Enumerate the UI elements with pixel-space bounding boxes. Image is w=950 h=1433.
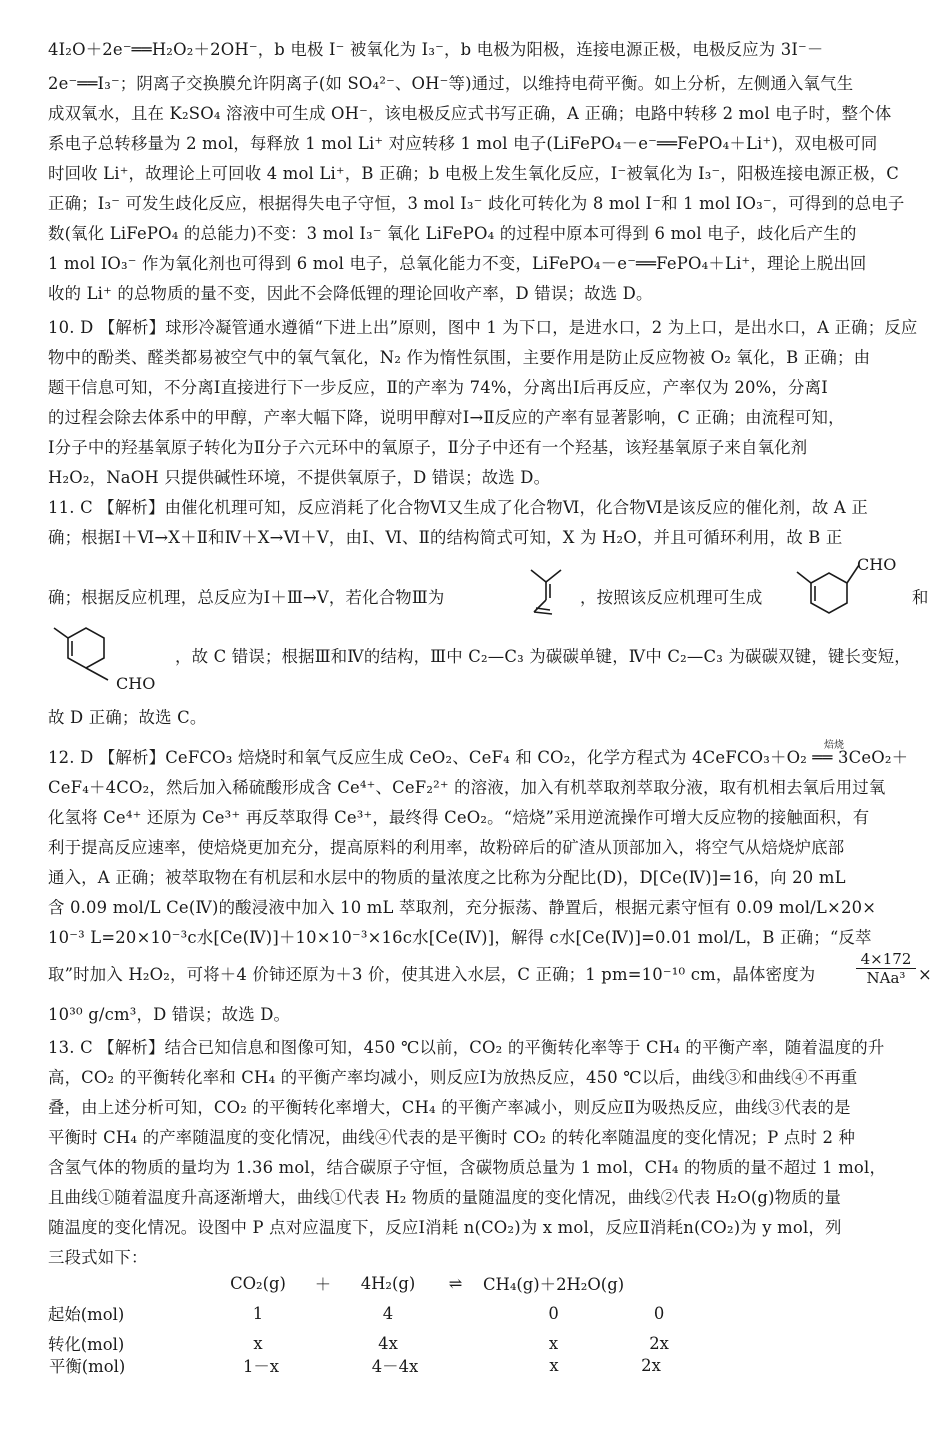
text-line: 系电子总转移量为 2 mol，每释放 1 mol Li⁺ 对应转移 1 mol 电子(LiFePO₄－e⁻══FePO₄＋Li⁺)，双电极可同 bbox=[48, 134, 878, 153]
table-cell: 起始(mol) bbox=[48, 1305, 125, 1324]
text-line: 确；根据反应机理，总反应为Ⅰ＋Ⅲ→Ⅴ，若化合物Ⅲ为 bbox=[48, 588, 445, 607]
text-line: 题干信息可知，不分离Ⅰ直接进行下一步反应，Ⅱ的产率为 74%，分离出Ⅰ后再反应，产率仅为 20%，分离Ⅰ bbox=[48, 378, 828, 397]
text-line: 化氢将 Ce⁴⁺ 还原为 Ce³⁺ 再反萃取得 Ce³⁺，最终得 CeO₂。“焙烧”采用逆流操作可增大反应物的接触面积，有 bbox=[48, 808, 870, 827]
text-line: 故 D 正确；故选 C。 bbox=[48, 708, 207, 727]
text-line: 随温度的变化情况。设图中 P 点对应温度下，反应Ⅰ消耗 n(CO₂)为 x mol，反应Ⅱ消耗n(CO₂)为 y mol，列 bbox=[48, 1218, 842, 1237]
table-cell bbox=[436, 1352, 493, 1378]
cho-label: CHO bbox=[116, 674, 156, 693]
text-line: 高，CO₂ 的平衡转化率和 CH₄ 的平衡产率均减小，则反应Ⅰ为放热反应，450 ℃以后，曲线③和曲线④不再重 bbox=[48, 1068, 858, 1087]
table-cell bbox=[624, 1268, 694, 1298]
cho-label: CHO bbox=[857, 555, 897, 574]
table-cell: ⇌ bbox=[448, 1273, 463, 1293]
text-line: 三段式如下： bbox=[48, 1248, 148, 1267]
text-line: 平衡时 CH₄ 的产率随温度的变化情况，曲线④代表的是平衡时 CO₂ 的转化率随温度的变化情况；P 点时 2 种 bbox=[48, 1128, 856, 1147]
density-fraction bbox=[856, 950, 916, 987]
table-cell: 4x bbox=[378, 1333, 398, 1353]
text-line: 通入，A 正确；被萃取物在有机层和水层中的物质的量浓度之比称为分配比(D)，D[Ce(Ⅳ)]=16，向 20 mL bbox=[48, 868, 846, 887]
table-cell: 转化(mol) bbox=[48, 1335, 125, 1354]
product-structure-2 bbox=[52, 626, 172, 701]
text-line: 和 bbox=[912, 588, 929, 607]
table-cell: x bbox=[549, 1355, 559, 1375]
text-line: CeF₄＋4CO₂，然后加入稀硫酸形成含 Ce⁴⁺、CeF₂²⁺ 的溶液，加入有机萃取剂萃取分液，取有机相去氧后用过氧 bbox=[48, 778, 886, 797]
table-cell: x bbox=[548, 1333, 559, 1353]
table-cell: ＋ bbox=[314, 1275, 332, 1294]
clipped-bottom-row bbox=[48, 1352, 748, 1376]
text-line: 正确；I₃⁻ 可发生歧化反应，根据得失电子守恒，3 mol I₃⁻ 歧化可转化为 8 mol I⁻和 1 mol IO₃⁻，可得到的总电子 bbox=[48, 194, 905, 213]
answer-10-line: 10. D 【解析】球形冷凝管通水遵循“下进上出”原则，图中 1 为下口，是进水口，2 为上口，是出水口，A 正确；反应 bbox=[48, 318, 918, 337]
fraction-denominator: NAa³ bbox=[866, 969, 906, 987]
table-cell: 4－4x bbox=[371, 1357, 419, 1376]
answer-13-line: 13. C 【解析】结合已知信息和图像可知，450 ℃以前，CO₂ 的平衡转化率等于 CH₄ 的平衡产率，随着温度的升 bbox=[48, 1038, 885, 1057]
text-line: 取”时加入 H₂O₂，可将＋4 价铈还原为＋3 价，使其进入水层，C 正确；1 pm=10⁻¹⁰ cm，晶体密度为 bbox=[48, 965, 816, 984]
roast-condition-label: 焙烧 bbox=[824, 740, 844, 751]
table-row bbox=[48, 1352, 687, 1378]
text-line: 叠，由上述分析可知，CO₂ 的平衡转化率增大，CH₄ 的平衡产率减小，则反应Ⅱ为吸热反应，曲线③代表的是 bbox=[48, 1098, 851, 1117]
table-cell bbox=[298, 1298, 348, 1328]
answer-11-line: 11. C 【解析】由催化机理可知，反应消耗了化合物Ⅵ又生成了化合物Ⅵ，化合物Ⅵ是该反应的催化剂，故 A 正 bbox=[48, 498, 868, 517]
text-line: 含氢气体的物质的量均为 1.36 mol，结合碳原子守恒，含碳物质总量为 1 mol，CH₄ 的物质的量不超过 1 mol， bbox=[48, 1158, 887, 1177]
table-cell: 2x bbox=[649, 1333, 669, 1353]
clipped-text: 4I₂O＋2e⁻══H₂O₂＋2OH⁻，b 电极 I⁻ 被氧化为 I₃⁻，b 电极为阳极，连接电源正极，电极反应为 3I⁻－ bbox=[48, 40, 824, 59]
table-cell: 1 bbox=[252, 1303, 264, 1323]
answer-12-line: 12. D 【解析】CeFCO₃ 焙烧时和氧气反应生成 CeO₂、CeF₄ 和 CO₂，化学方程式为 4CeFCO₃＋O₂ ══ 3CeO₂＋ bbox=[48, 748, 909, 767]
text-line: 数(氧化 LiFePO₄ 的总能力)不变：3 mol I₃⁻ 氧化 LiFePO₄ 的过程中原本可得到 6 mol 电子，歧化后产生的 bbox=[48, 224, 857, 243]
text-line: 1 mol IO₃⁻ 作为氧化剂也可得到 6 mol 电子，总氧化能力不变，LiFePO₄－e⁻══FePO₄＋Li⁺，理论上脱出回 bbox=[48, 254, 867, 273]
text-line: H₂O₂，NaOH 只提供碱性环境，不提供氧原子，D 错误；故选 D。 bbox=[48, 468, 551, 487]
text-line: 确；根据Ⅰ＋Ⅵ→X＋Ⅱ和Ⅳ＋X→Ⅵ＋Ⅴ，由Ⅰ、Ⅵ、Ⅱ的结构简式可知，X 为 H₂O，并且可循环利用，故 B 正 bbox=[48, 528, 843, 547]
table-cell: 2x bbox=[641, 1355, 661, 1375]
table-cell: CH₄(g)＋2H₂O(g) bbox=[483, 1275, 625, 1294]
table-cell: 4H₂(g) bbox=[360, 1273, 416, 1293]
table-cell bbox=[48, 1268, 218, 1298]
times-sign: × bbox=[918, 965, 932, 984]
table-cell: x bbox=[253, 1333, 263, 1353]
text-line: ，按照该反应机理可生成 bbox=[580, 588, 763, 607]
text-line: 成双氧水，且在 K₂SO₄ 溶液中可生成 OH⁻，该电极反应式书写正确，A 正确；电路中转移 2 mol 电子时，整个体 bbox=[48, 104, 892, 123]
text-line: 且曲线①随着温度升高逐渐增大，曲线①代表 H₂ 物质的量随温度的变化情况，曲线②代表 H₂O(g)物质的量 bbox=[48, 1188, 842, 1207]
text-line: 利于提高反应速率，使焙烧更加充分，提高原料的利用率，故粉碎后的矿渣从顶部加入，将空气从焙烧炉底部 bbox=[48, 838, 845, 857]
table-cell: 0 bbox=[548, 1303, 559, 1323]
table-cell: 1－x bbox=[242, 1357, 280, 1376]
clipped-table bbox=[48, 1352, 687, 1378]
fraction-numerator: 4×172 bbox=[856, 950, 916, 969]
table-cell: 0 bbox=[653, 1303, 665, 1323]
text-line: 物中的酚类、醛类都易被空气中的氧气氧化，N₂ 作为惰性氛围，主要作用是防止反应物被 O₂ 氧化，B 正确；由 bbox=[48, 348, 871, 367]
table-cell: 4 bbox=[382, 1303, 394, 1323]
text-line: 时回收 Li⁺，故理论上可回收 4 mol Li⁺，B 正确；b 电极上发生氧化反应，I⁻被氧化为 I₃⁻，阳极连接电源正极，C bbox=[48, 164, 900, 183]
text-line: ，故 C 错误；根据Ⅲ和Ⅳ的结构，Ⅲ中 C₂—C₃ 为碳碳单键，Ⅳ中 C₂—C₃ 为碳碳双键，键长变短， bbox=[175, 647, 911, 666]
text-line: 10³⁰ g/cm³，D 错误；故选 D。 bbox=[48, 1005, 291, 1024]
equation-row bbox=[48, 1268, 694, 1298]
clipped-top-line bbox=[48, 40, 933, 64]
table-cell: 平衡(mol) bbox=[49, 1357, 126, 1376]
text-line: 收的 Li⁺ 的总物质的量不变，因此不会降低锂的理论回收产率，D 错误；故选 D。 bbox=[48, 284, 653, 303]
text-line: 的过程会除去体系中的甲醇，产率大幅下降，说明甲醇对Ⅰ→Ⅱ反应的产率有显著影响，C 正确；由流程可知， bbox=[48, 408, 845, 427]
table-cell: CO₂(g) bbox=[230, 1273, 286, 1293]
three-stage-table bbox=[48, 1268, 694, 1358]
text-line: 10⁻³ L=20×10⁻³c水[Ce(Ⅳ)]＋10×10⁻³×16c水[Ce(Ⅳ)]，解得 c水[Ce(Ⅳ)]=0.01 mol/L，B 正确；“反萃 bbox=[48, 928, 872, 947]
compound-iii-structure bbox=[528, 568, 578, 618]
table-cell bbox=[302, 1352, 354, 1378]
text-line: Ⅰ分子中的羟基氧原子转化为Ⅱ分子六元环中的氧原子，Ⅱ分子中还有一个羟基，该羟基氧原子来自氧化剂 bbox=[48, 438, 808, 457]
text-line: 含 0.09 mol/L Ce(Ⅳ)的酸浸液中加入 10 mL 萃取剂，充分振荡、静置后，根据元素守恒有 0.09 mol/L×20× bbox=[48, 898, 877, 917]
text-line: 2e⁻══I₃⁻；阴离子交换膜允许阴离子(如 SO₄²⁻、OH⁻等)通过，以维持电荷平衡。如上分析，左侧通入氧气生 bbox=[48, 74, 854, 93]
table-cell bbox=[428, 1298, 483, 1328]
table-row bbox=[48, 1298, 694, 1328]
